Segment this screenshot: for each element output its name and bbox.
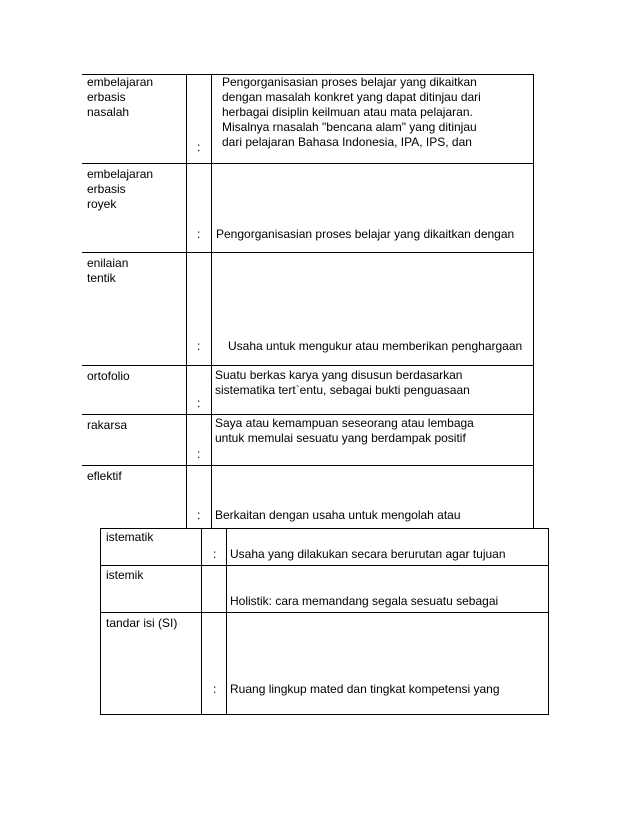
- term-cell: tandar isi (SI): [106, 616, 178, 630]
- definition-cell: Saya atau kemampuan seseorang atau lembaga untuk memulai sesuatu yang berdampak positif: [215, 416, 474, 445]
- term-cell: istemik: [106, 568, 144, 582]
- definition-cell: Suatu berkas karya yang disusun berdasarkan sistematika tert`entu, sebagai bukti penguasaan: [215, 368, 470, 397]
- top-table-row-divider: [82, 465, 534, 466]
- top-table-border-right: [533, 74, 534, 528]
- bottom-table-border-left: [100, 528, 101, 715]
- top-table-border-col2: [211, 74, 212, 528]
- definition-cell: Pengorganisasian proses belajar yang dikaitkan dengan masalah konkret yang dapat ditinjau dari herbagai disiplin keilmuan atau mata pelajaran. Misalnya rnasalah "bencana alam" yang ditinjau dari pelajaran Bahasa Indonesia, IPA, IPS, dan: [222, 75, 481, 149]
- term-cell: eflektif: [87, 469, 122, 483]
- term-cell: ortofolio: [87, 369, 130, 383]
- colon-separator: :: [197, 227, 201, 241]
- bottom-table-border-col2: [226, 528, 227, 715]
- top-table-row-divider: [82, 163, 534, 164]
- bottom-table-border-bottom: [100, 714, 549, 715]
- bottom-table-row-divider: [100, 612, 549, 613]
- term-cell: istematik: [106, 530, 154, 544]
- colon-separator: :: [213, 682, 217, 696]
- colon-separator: :: [197, 396, 201, 410]
- top-table-row-divider: [82, 252, 534, 253]
- term-cell: embelajaran erbasis nasalah: [87, 75, 154, 119]
- term-cell: embelajaran erbasis royek: [87, 167, 154, 211]
- bottom-table-border-top: [100, 528, 549, 529]
- definition-cell: Berkaitan dengan usaha untuk mengolah atau: [215, 508, 461, 522]
- term-cell: enilaian tentik: [87, 256, 129, 285]
- term-cell: rakarsa: [87, 418, 128, 432]
- bottom-table-row-divider: [100, 565, 549, 566]
- definition-cell: Usaha untuk mengukur atau memberikan penghargaan: [228, 339, 523, 353]
- definition-cell: Holistik: cara memandang segala sesuatu sebagai: [230, 594, 499, 608]
- colon-separator: :: [197, 140, 201, 154]
- colon-separator: :: [197, 339, 201, 353]
- bottom-table-border-col1: [201, 528, 202, 715]
- colon-separator: :: [197, 508, 201, 522]
- definition-cell: Usaha yang dilakukan secara berurutan agar tujuan: [230, 547, 506, 561]
- colon-separator: :: [213, 547, 217, 561]
- top-table-row-divider: [82, 365, 534, 366]
- top-table-row-divider: [82, 414, 534, 415]
- definition-cell: Pengorganisasian proses belajar yang dikaitkan dengan: [216, 227, 515, 241]
- definition-cell: Ruang lingkup mated dan tingkat kompetensi yang: [230, 682, 500, 696]
- top-table-border-col1: [186, 74, 187, 528]
- colon-separator: :: [197, 447, 201, 461]
- bottom-table-border-right: [548, 528, 549, 715]
